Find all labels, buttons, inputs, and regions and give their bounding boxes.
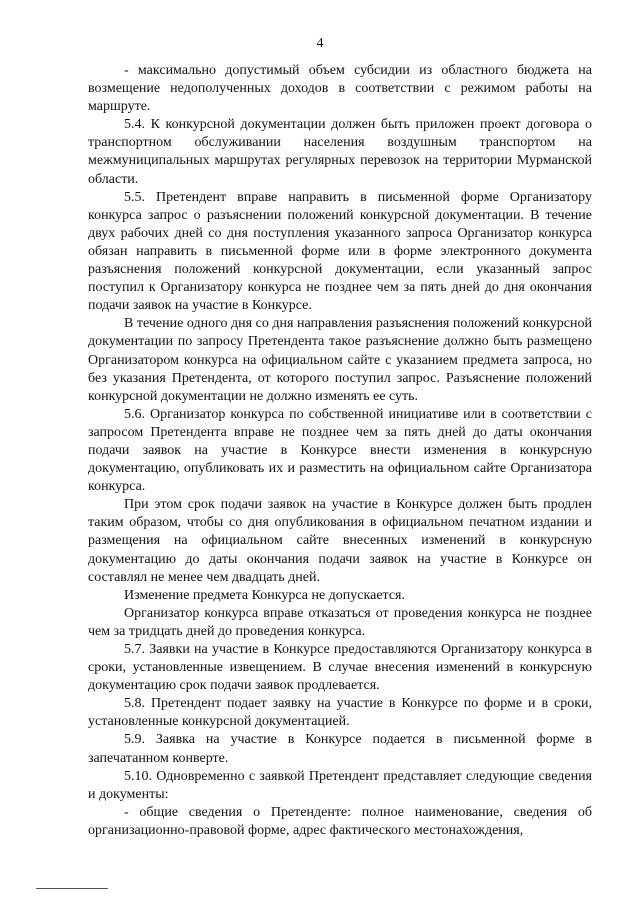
paragraph-deadline-extension: При этом срок подачи заявок на участие в Конкурсе должен быть продлен таким образом, чтобы со дня опубликования в официальном печатном издании и размещения на официальном сайте внесенных изменений в конкурсную документацию до даты окончания подачи заявок на участие в Конкурсе он составлял не менее чем двадцать дней. xyxy=(88,497,592,585)
paragraph-5-9: 5.9. Заявка на участие в Конкурсе подается в письменной форме в запечатанном конверте. xyxy=(88,732,592,766)
page-number: 4 xyxy=(316,36,324,51)
paragraph-5-6: 5.6. Организатор конкурса по собственной инициативе или в соответствии с запросом Претендента вправе не позднее чем за пять дней до даты окончания подачи заявок на участие в Конкурсе внести изменения в конкурсную документацию, опубликовать их и разместить на официальном сайте Организатора конкурса. xyxy=(88,406,592,495)
paragraph-clarification-publication: В течение одного дня со дня направления разъяснения положений конкурсной документации по запросу Претендента такое разъяснение должно быть размещено Организатором конкурса на официальном сайте с указанием предмета запроса, но без указания Претендента, от которого поступил запрос. Разъяснение положений конкурсной документации не должно изменять ее суть. xyxy=(88,316,592,404)
paragraph-5-7: 5.7. Заявки на участие в Конкурсе предоставляются Организатору конкурса в сроки, установленные извещением. В случае внесения изменений в конкурсную документацию срок подачи заявок продлевается. xyxy=(88,642,592,694)
paragraph-subsidy-limit: - максимально допустимый объем субсидии из областного бюджета на возмещение недополученных доходов в соответствии с режимом работы на маршруте. xyxy=(88,63,592,115)
document-body xyxy=(88,62,592,840)
paragraph-subject-change: Изменение предмета Конкурса не допускается. xyxy=(124,587,405,603)
paragraph-5-8: 5.8. Претендент подает заявку на участие в Конкурсе по форме и в сроки, установленные конкурсной документацией. xyxy=(88,696,592,730)
footer-divider xyxy=(36,888,108,889)
paragraph-cancellation: Организатор конкурса вправе отказаться от проведения конкурса не позднее чем за тридцать дней до проведения конкурса. xyxy=(88,605,592,639)
paragraph-general-info: - общие сведения о Претенденте: полное наименование, сведения об организационно-правовой форме, адрес фактического местонахождения, xyxy=(88,804,592,838)
paragraph-5-4: 5.4. К конкурсной документации должен быть приложен проект договора о транспортном обслуживании населения воздушным транспортом на межмуниципальных маршрутах регулярных перевозок на территории Мурманской области. xyxy=(88,117,592,187)
paragraph-5-5: 5.5. Претендент вправе направить в письменной форме Организатору конкурса запрос о разъяснении положений конкурсной документации. В течение двух рабочих дней со дня поступления указанного запроса Организатор конкурса обязан направить в письменной форме или в форме электронного документа разъяснения положений конкурсной документации, если указанный запрос поступил к Организатору конкурса не позднее чем за пять дней до дня окончания подачи заявок на участие в Конкурсе. xyxy=(88,189,592,314)
paragraph-5-10: 5.10. Одновременно с заявкой Претендент представляет следующие сведения и документы: xyxy=(88,768,592,802)
